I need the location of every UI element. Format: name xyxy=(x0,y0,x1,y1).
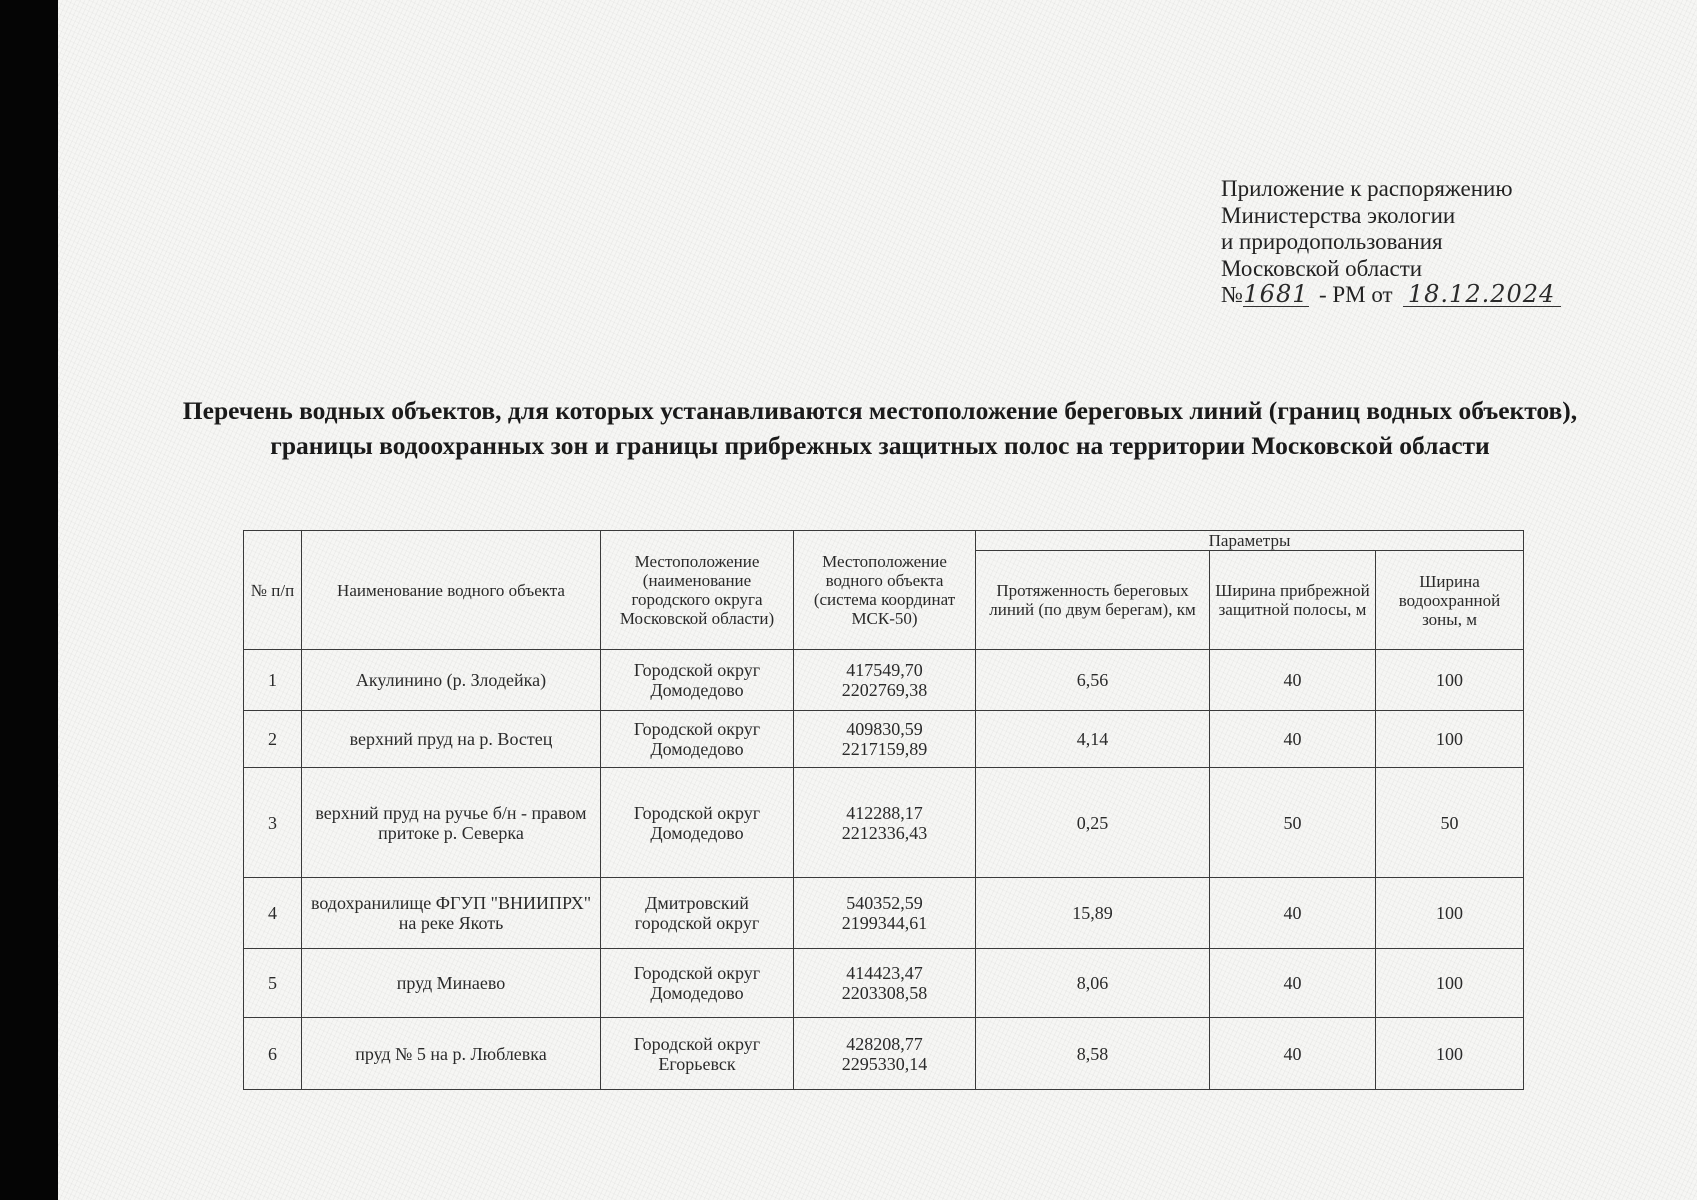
row-length: 8,58 xyxy=(976,1018,1210,1090)
coord-x: 428208,77 xyxy=(846,1033,923,1054)
coord-x: 414423,47 xyxy=(846,963,923,983)
row-coastal-width: 50 xyxy=(1210,768,1376,878)
row-water-zone-width: 100 xyxy=(1376,711,1524,768)
header-parameters: Параметры xyxy=(976,531,1524,551)
coord-x: 540352,59 xyxy=(846,893,923,913)
row-coastal-width: 40 xyxy=(1210,949,1376,1018)
handwritten-order-date: 18.12.2024 xyxy=(1403,282,1561,307)
row-coordinates xyxy=(794,1018,976,1090)
table-row xyxy=(244,878,1524,949)
row-coordinates xyxy=(794,711,976,768)
table-row xyxy=(244,711,1524,768)
order-middle-text: - РМ от xyxy=(1318,282,1393,307)
appendix-line-3: и природопользования xyxy=(1221,229,1443,254)
header-num: № п/п xyxy=(244,531,302,650)
coord-y: 2212336,43 xyxy=(841,822,928,843)
table-row xyxy=(244,1018,1524,1090)
row-water-zone-width: 100 xyxy=(1376,949,1524,1018)
row-length: 8,06 xyxy=(976,949,1210,1018)
row-length: 15,89 xyxy=(976,878,1210,949)
row-coastal-width: 40 xyxy=(1210,1018,1376,1090)
row-water-zone-width: 100 xyxy=(1376,1018,1524,1090)
row-num: 3 xyxy=(244,768,302,878)
row-water-zone-width: 100 xyxy=(1376,878,1524,949)
number-prefix: № xyxy=(1221,282,1243,307)
row-coordinates xyxy=(794,878,976,949)
header-name: Наименование водного объекта xyxy=(302,531,601,650)
row-name: пруд № 5 на р. Люблевка xyxy=(302,1018,601,1090)
coord-y: 2295330,14 xyxy=(841,1053,928,1074)
header-district: Местоположение (наименование городского округа Московской области) xyxy=(601,531,794,650)
row-coastal-width: 40 xyxy=(1210,878,1376,949)
row-district: Городской округ Домодедово xyxy=(601,949,794,1018)
row-district: Городской округ Домодедово xyxy=(601,711,794,768)
row-water-zone-width: 50 xyxy=(1376,768,1524,878)
scan-left-border xyxy=(0,0,58,1200)
table-row xyxy=(244,949,1524,1018)
row-coastal-width: 40 xyxy=(1210,650,1376,711)
coord-y: 2202769,38 xyxy=(841,680,928,700)
handwritten-order-number: 1681 xyxy=(1243,280,1309,308)
row-district: Городской округ Домодедово xyxy=(601,768,794,878)
row-name: верхний пруд на ручье б/н - правом притоке р. Северка xyxy=(302,768,601,878)
row-district: Городской округ Домодедово xyxy=(601,650,794,711)
row-district: Дмитровский городской округ xyxy=(601,878,794,949)
appendix-header xyxy=(1221,176,1561,309)
appendix-line-1: Приложение к распоряжению xyxy=(1221,176,1513,201)
table-row xyxy=(244,768,1524,878)
appendix-line-2: Министерства экологии xyxy=(1221,202,1456,228)
row-coordinates xyxy=(794,949,976,1018)
coord-y: 2217159,89 xyxy=(841,739,928,759)
row-num: 2 xyxy=(244,711,302,768)
row-coastal-width: 40 xyxy=(1210,711,1376,768)
row-coordinates xyxy=(794,768,976,878)
row-name: водохранилище ФГУП "ВНИИПРХ" на реке Якоть xyxy=(302,878,601,949)
row-name: верхний пруд на р. Востец xyxy=(302,711,601,768)
row-district: Городской округ Егорьевск xyxy=(601,1018,794,1090)
coord-y: 2203308,58 xyxy=(841,983,928,1003)
row-num: 5 xyxy=(244,949,302,1018)
row-num: 4 xyxy=(244,878,302,949)
coord-x: 409830,59 xyxy=(846,719,923,739)
header-shoreline-length: Протяженность береговых линий (по двум берегам), км xyxy=(976,551,1210,650)
row-name: Акулинино (р. Злодейка) xyxy=(302,650,601,711)
water-objects-table xyxy=(243,530,1524,1090)
coord-x: 417549,70 xyxy=(846,660,923,680)
row-length: 4,14 xyxy=(976,711,1210,768)
coord-y: 2199344,61 xyxy=(841,913,928,933)
document-title: Перечень водных объектов, для которых устанавливаются местоположение береговых линий (границ водных объектов), границы водоохранных зон и границы прибрежных защитных полос на территории Московской области xyxy=(182,396,1578,460)
row-length: 6,56 xyxy=(976,650,1210,711)
row-length: 0,25 xyxy=(976,768,1210,878)
row-coordinates xyxy=(794,650,976,711)
table-row xyxy=(244,650,1524,711)
appendix-line-4: Московской области xyxy=(1221,255,1423,281)
row-water-zone-width: 100 xyxy=(1376,650,1524,711)
table-header-row-1 xyxy=(244,531,1524,551)
header-coastal-strip-width: Ширина прибрежной защитной полосы, м xyxy=(1210,551,1376,650)
header-coordinates: Местоположение водного объекта (система координат МСК-50) xyxy=(794,531,976,650)
header-water-zone-width: Ширина водоохранной зоны, м xyxy=(1376,551,1524,650)
row-num: 6 xyxy=(244,1018,302,1090)
row-num: 1 xyxy=(244,650,302,711)
row-name: пруд Минаево xyxy=(302,949,601,1018)
coord-x: 412288,17 xyxy=(846,802,923,823)
order-number-line xyxy=(1221,282,1561,309)
